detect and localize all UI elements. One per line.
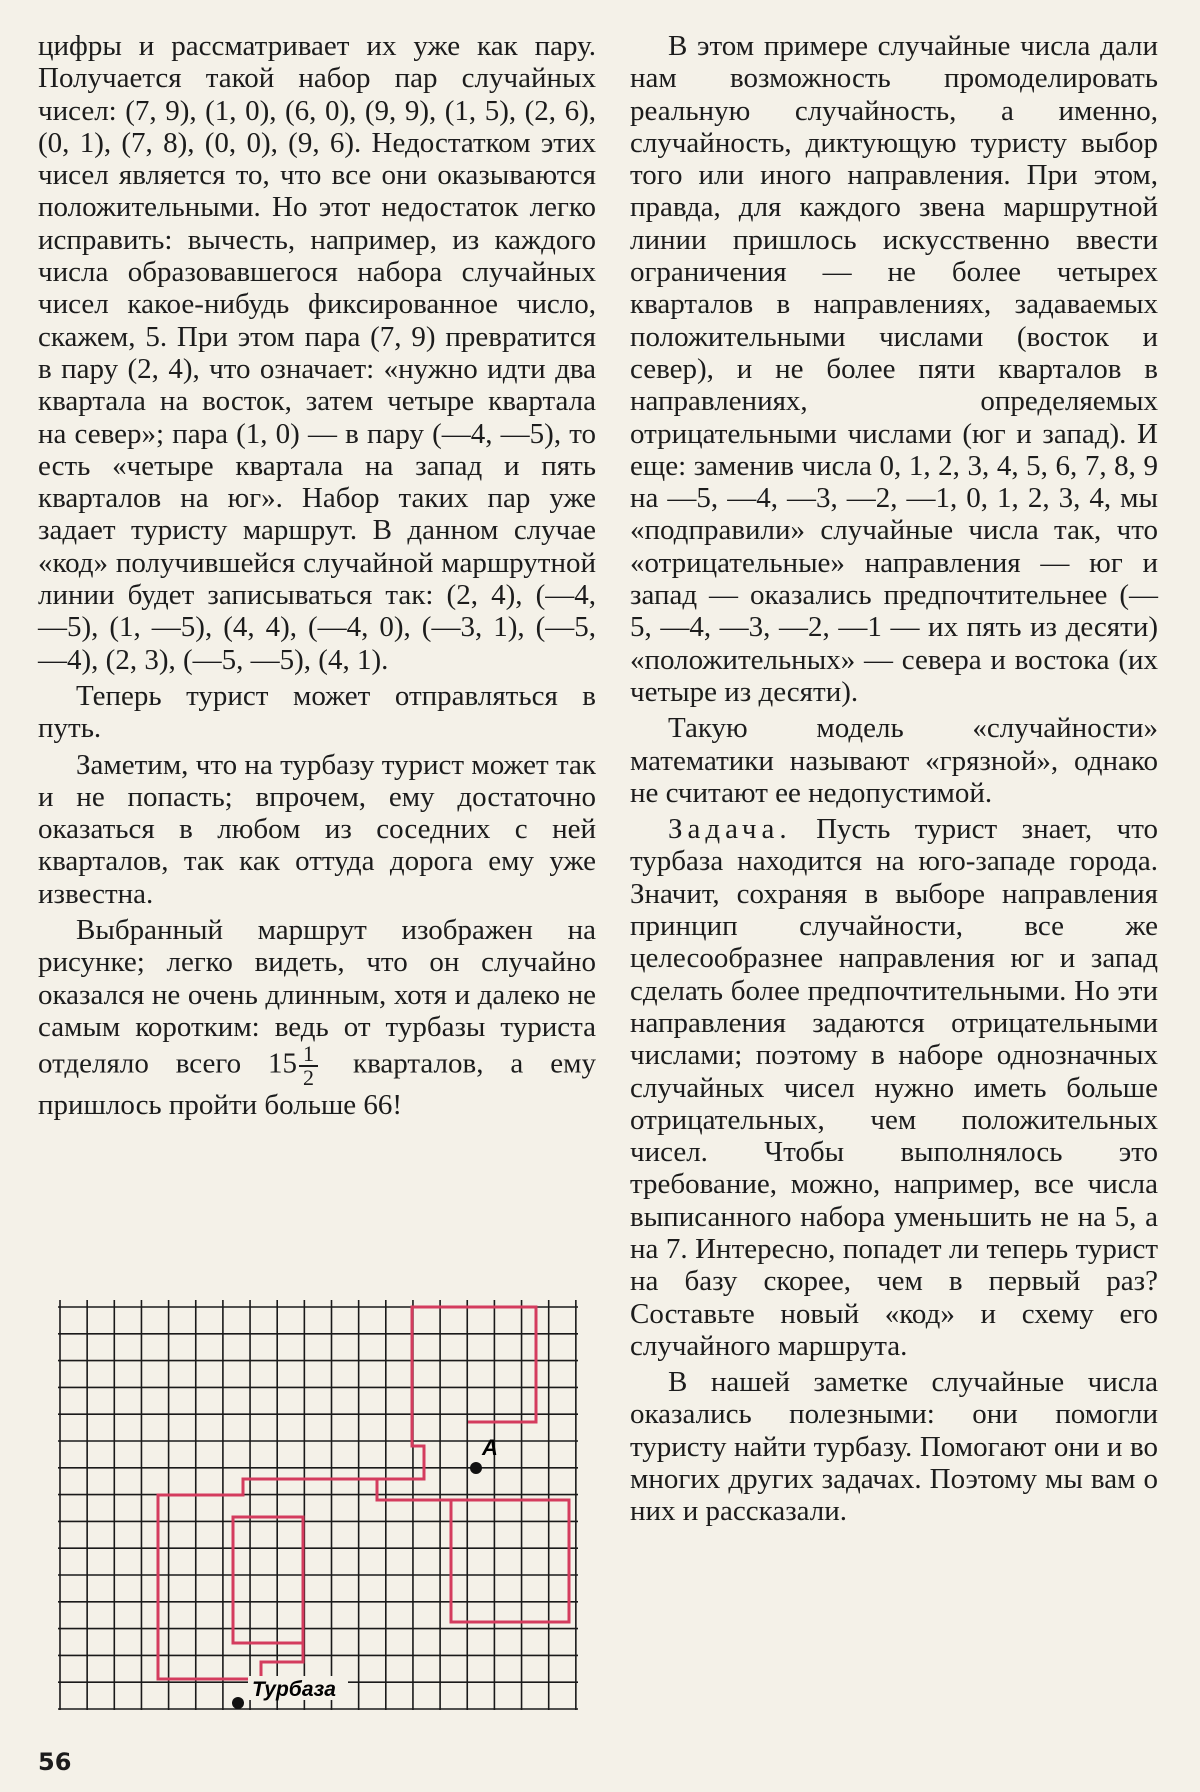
left-paragraph-1: цифры и рассматривает их уже как пару. Получается такой набор пар случайных чисел: (7, 9), (1, 0), (6, 0), (9, 9), (1, 5), (2, 6), (0, 1), (7, 8), (0, 0), (9, 6). Недостатком этих чисел является то, что все они оказываются положительными. Но этот недостаток легко исправить: вычесть, например, из каждого числа образовавшегося набора случайных чисел какое-нибудь фиксированное число, скажем, 5. При этом пара (7, 9) превратится в пару (2, 4), что означает: «нужно идти два квартала на восток, затем четыре квартала на север»; пара (1, 0) — в пару (—4, —5), то есть «четыре квартала на запад и пять кварталов на юг». Набор таких пар уже задает туристу маршрут. В данном случае «код» получившейся случайной маршрутной линии будет записываться так: (2, 4), (—4, —5), (1, —5), (4, 4), (—4, 0), (—3, 1), (—5, —4), (2, 3), (—5, —5), (4, 1).	[38, 30, 596, 676]
random-route-line	[158, 1307, 569, 1679]
tourist-base-marker	[232, 1697, 244, 1709]
point-a-marker	[470, 1462, 482, 1474]
page-number: 56	[38, 1748, 72, 1776]
task-label: Задача.	[668, 813, 792, 846]
fraction-denominator: 2	[303, 1065, 315, 1091]
right-paragraph-4: В нашей заметке случайные числа оказались полезными: они помогли туристу найти турбазу. Помогают они и во многих других задачах. Поэтому мы вам о них и рассказали.	[630, 1366, 1158, 1528]
left-paragraph-4-start: Выбранный маршрут изображен на рисунке; легко видеть, что он случайно оказался не очень длинным, хотя и далеко не самым коротким: ведь от турбазы туриста отделяло всего 15	[38, 914, 596, 1080]
tourist-base-label: Турбаза	[252, 1678, 336, 1701]
left-paragraph-4	[38, 914, 596, 1121]
right-paragraph-3	[630, 813, 1158, 1362]
left-paragraph-3: Заметим, что на турбазу турист может так и не попасть; впрочем, ему достаточно оказаться в любом из соседних с ней кварталов, так как оттуда дорога ему уже известна.	[38, 748, 596, 910]
left-paragraph-4-end: кварталов, а ему пришлось пройти больше 66!	[38, 1047, 596, 1122]
fraction-one-half	[299, 1043, 318, 1089]
task-text: Пусть турист знает, что турбаза находится на юго-западе города. Значит, сохраняя в выборе направления принцип случайности, все же целесообразнее направления юг и запад сделать более предпочтительными. Но эти направления задаются отрицательными числами; поэтому в наборе однозначных случайных чисел нужно иметь больше отрицательных, чем положительных чисел. Чтобы выполнялось это требование, можно, например, все числа выписанного набора уменьшить не на 5, а на 7. Интересно, попадет ли теперь турист на базу скорее, чем в первый раз? Составьте новый «код» и схему его случайного маршрута.	[630, 813, 1159, 1362]
left-column	[38, 30, 596, 1122]
right-column	[630, 30, 1158, 1528]
right-paragraph-2: Такую модель «случайности» математики называют «грязной», однако не считают ее недопустимой.	[630, 712, 1158, 809]
fraction-numerator: 1	[299, 1043, 318, 1067]
point-a-label: A	[482, 1435, 498, 1460]
right-paragraph-1: В этом примере случайные числа дали нам возможность промоделировать реальную случайность, а именно, случайность, диктующую туристу выбор того или иного направления. При этом, правда, для каждого звена маршрутной линии пришлось искусственно ввести ограничения — не более четырех кварталов в направлениях, задаваемых положительными числами (восток и север), и не более пяти кварталов в направлениях, определяемых отрицательными числами (юг и запад). И еще: заменив числа 0, 1, 2, 3, 4, 5, 6, 7, 8, 9 на —5, —4, —3, —2, —1, 0, 1, 2, 3, 4, мы «подправили» случайные числа так, что «отрицательные» направления — юг и запад — оказались предпочтительнее (—5, —4, —3, —2, —1 — их пять из десяти) «положительных» — севера и востока (их четыре из десяти).	[630, 30, 1158, 708]
left-paragraph-2: Теперь турист может отправляться в путь.	[38, 679, 596, 745]
city-grid	[58, 1300, 578, 1710]
route-map-figure	[58, 1300, 598, 1718]
